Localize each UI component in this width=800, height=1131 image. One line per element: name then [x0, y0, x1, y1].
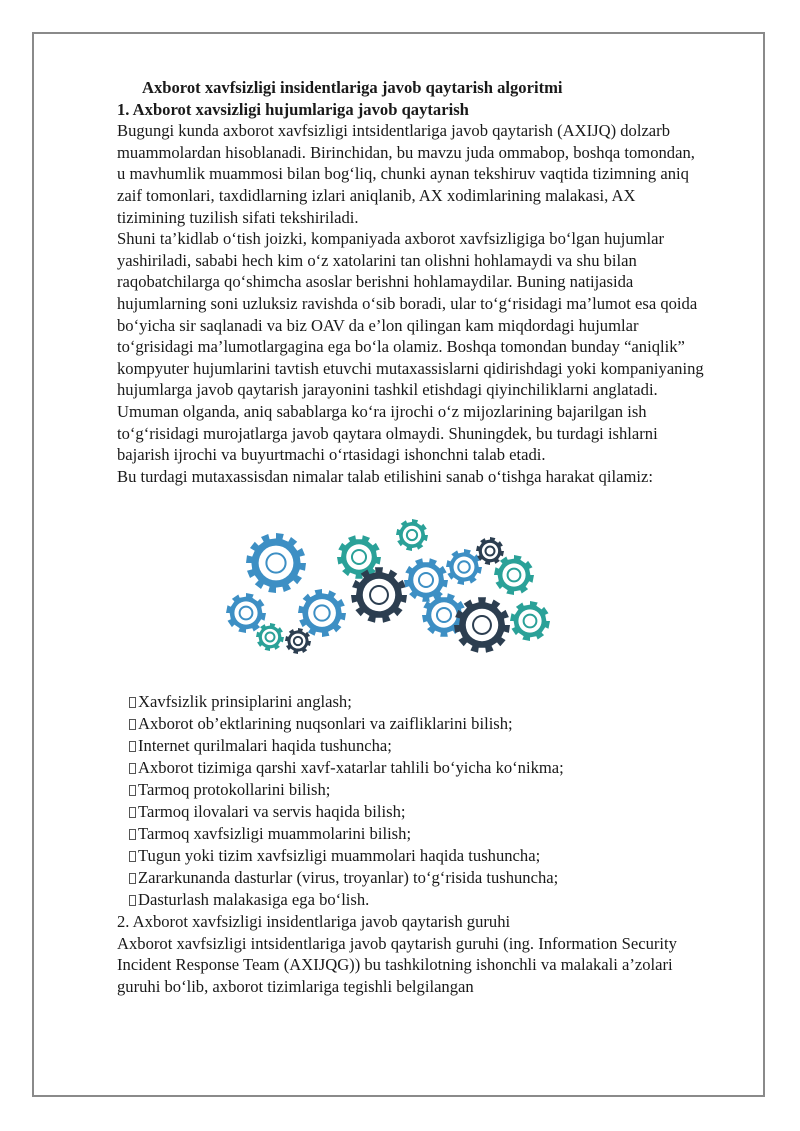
list-item: Axborot ob’ektlarining nuqsonlari va zaifliklarini bilish; [129, 713, 707, 735]
list-item: Axborot tizimiga qarshi xavf-xatarlar tahlili bo‘yicha ko‘nikma; [129, 757, 707, 779]
section-2-heading: 2. Axborot xavfsizligi insidentlariga javob qaytarish guruhi [117, 912, 511, 932]
gears-illustration [204, 495, 578, 685]
gear-hub [363, 579, 395, 611]
bullet-glyph-icon [129, 697, 136, 708]
list-item: Tarmoq protokollarini bilish; [129, 779, 707, 801]
list-item: Tarmoq xavfsizligi muammolarini bilish; [129, 823, 707, 845]
section-1-heading: 1. Axborot xavsizligi hujumlariga javob qaytarish [117, 99, 469, 119]
gear-hub [346, 545, 372, 571]
list-item: Zararkunanda dasturlar (virus, troyanlar) to‘g‘risida tushuncha; [129, 867, 707, 889]
gears-icon [204, 495, 578, 685]
paragraph-1: Bugungi kunda axborot xavfsizligi intsidentlariga javob qaytarish (AXIJQ) dolzarb muammolardan hisoblanadi. Birinchidan, bu mavzu juda ommabop, boshqa tomondan, u mavhumlik muammosi bilan bog‘liq, chunki aynan tekshiruv vaqtida tizimning aniq zaif tomonlari, taxdidlarning izlari aniqlanib, AX xodimlarining malakasi, AX tizimining tuzilish sifati tekshiriladi. [117, 121, 695, 227]
paragraph-2: Shuni ta’kidlab o‘tish joizki, kompaniyada axborot xavfsizligiga bo‘lgan hujumlar yashiriladi, sababi hech kim o‘z xatolarini tan olishni hohlamaydi va shu bilan raqobatchilarga qo‘shimcha asoslar berishni hohlamaydilar. Buning natijasida hujumlarning soni uzluksiz ravishda o‘sib boradi, ular to‘g‘risidagi ma’lumot esa qoida bo‘yicha sir saqlanadi va biz OAV da e’lon qilingan kam miqdordagi hujumlar to‘grisidagi ma’lumotlargagina ega bo‘la olamiz. Boshqa tomondan bunday “aniqlik” kompyuter hujumlarini tavtish etuvchi mutaxassislarni qidirishdagi yoki kompaniyaning hujumlarga javob qaytarish jarayonini tashkil etishdagi qiyinchiliklarni anglatadi. Umuman olganda, aniq sabablarga ko‘ra ijrochi o‘z mijozlarining bajarilgan ish to‘g‘risidagi murojatlarga javob qaytara olmaydi. Shuningdek, bu turdagi ishlarni bajarish ijrochi va buyurtmachi o‘rtasidagi ishonchni talab etadi. [117, 229, 704, 465]
bullet-glyph-icon [129, 873, 136, 884]
bullet-glyph-icon [129, 763, 136, 774]
list-item: Tugun yoki tizim xavfsizligi muammolari haqida tushuncha; [129, 845, 707, 867]
gear-hub [482, 543, 498, 559]
gear-hub [518, 610, 541, 633]
gear-hub [290, 634, 305, 649]
paragraph-3: Bu turdagi mutaxassisdan nimalar talab etilishini sanab o‘tishga harakat qilamiz: [117, 466, 653, 486]
bullet-glyph-icon [129, 829, 136, 840]
gear-hub [308, 599, 336, 627]
document-title: Axborot xavfsizligi insidentlariga javob qaytarish algoritmi [142, 78, 563, 97]
gear-hub [466, 609, 498, 641]
gear-hub [431, 603, 457, 629]
bullet-glyph-icon [129, 807, 136, 818]
gear-hub [403, 526, 422, 545]
document-body [117, 77, 707, 998]
bullet-glyph-icon [129, 895, 136, 906]
list-item: Dasturlash malakasiga ega bo‘lish. [129, 889, 707, 911]
gear-hub [259, 546, 294, 581]
list-item: Internet qurilmalari haqida tushuncha; [129, 735, 707, 757]
list-item: Xavfsizlik prinsiplarini anglash; [129, 691, 707, 713]
gear-hub [454, 557, 475, 578]
gear-hub [413, 568, 439, 594]
bullet-glyph-icon [129, 741, 136, 752]
gear-hub [234, 602, 257, 625]
gear-hub [262, 629, 278, 645]
skills-list [117, 691, 707, 911]
bullet-glyph-icon [129, 851, 136, 862]
bullet-glyph-icon [129, 785, 136, 796]
list-item: Tarmoq ilovalari va servis haqida bilish; [129, 801, 707, 823]
bullet-glyph-icon [129, 719, 136, 730]
gear-hub [502, 564, 525, 587]
paragraph-4: Axborot xavfsizligi intsidentlariga javob qaytarish guruhi (ing. Information Security Incident Response Team (AXIJQG)) bu tashkilotning ishonchli va malakali a’zolari guruhi bo‘lib, axborot tizimlariga tegishli belgilangan [117, 933, 677, 997]
